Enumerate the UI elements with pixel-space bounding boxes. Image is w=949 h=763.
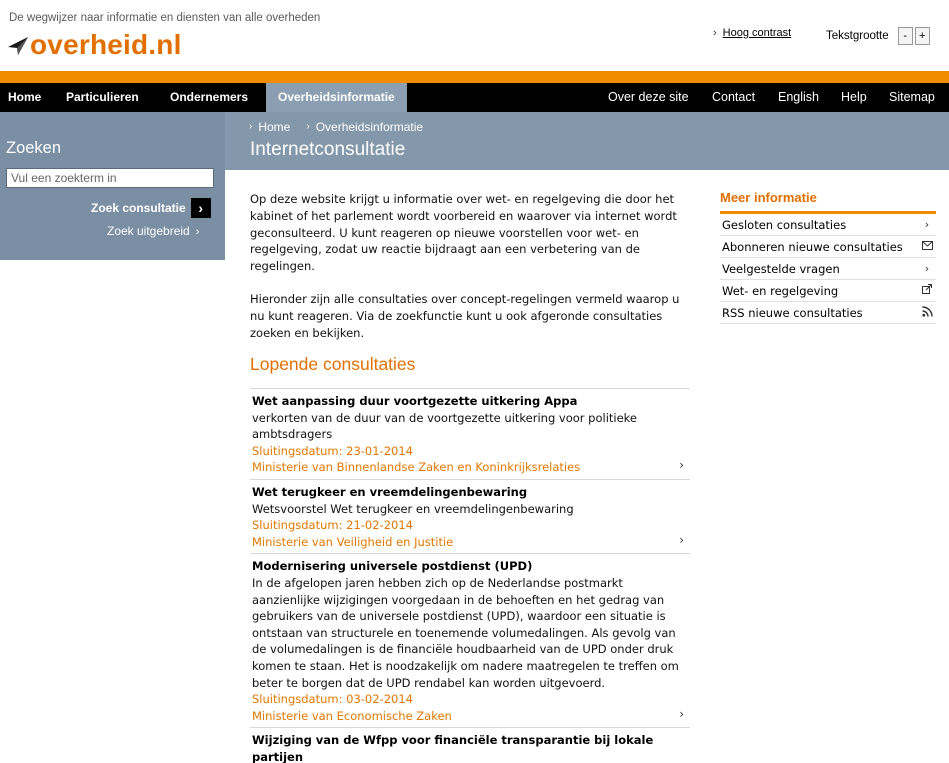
site-logo[interactable] xyxy=(6,28,182,62)
nav-overheidsinformatie[interactable]: Overheidsinformatie xyxy=(266,83,407,112)
advanced-search-link[interactable] xyxy=(107,224,199,238)
orange-divider xyxy=(0,71,949,83)
nav-home[interactable]: Home xyxy=(8,90,42,104)
nav-particulieren[interactable]: Particulieren xyxy=(66,90,139,104)
main-nav xyxy=(0,83,949,112)
consultation-ministry: Ministerie van Binnenlandse Zaken en Koninkrijksrelaties xyxy=(252,460,581,475)
search-panel xyxy=(0,112,225,260)
nav-ondernemers[interactable]: Ondernemers xyxy=(170,90,249,104)
consultation-date: Sluitingsdatum: 23-01-2014 xyxy=(252,443,413,458)
intro-paragraph: Hieronder zijn alle consultaties over concept-regelingen vermeld waarop u nu kunt reageren. Via de zoekfunctie kunt u ook afgeronde consultaties zoeken en bekijken. xyxy=(250,291,680,340)
nav-sitemap[interactable]: Sitemap xyxy=(889,90,935,104)
consultation-description: verkorten van de duur van de voortgezette uitkering voor politieke ambtsdragers xyxy=(252,410,637,442)
consultation-ministry: Ministerie van Economische Zaken xyxy=(252,708,452,723)
high-contrast-link[interactable] xyxy=(713,27,791,39)
more-info-subscribe[interactable] xyxy=(720,236,936,258)
text-smaller-button[interactable]: - xyxy=(898,27,913,45)
more-info-closed-consultations[interactable] xyxy=(720,214,936,236)
chevron-right-icon: › xyxy=(249,121,253,132)
consultation-title[interactable]: Wijziging van de Wfpp voor financiële transparantie bij lokale partijen xyxy=(252,733,654,763)
search-input[interactable] xyxy=(6,168,214,188)
external-link-icon xyxy=(921,284,933,297)
more-info-list xyxy=(720,214,936,324)
consultation-date: Sluitingsdatum: 03-02-2014 xyxy=(252,692,413,707)
consultation-item[interactable] xyxy=(250,479,690,553)
text-larger-button[interactable]: + xyxy=(915,27,930,45)
consultation-item[interactable] xyxy=(250,553,690,727)
consultation-title[interactable]: Modernisering universele postdienst (UPD) xyxy=(252,559,533,574)
more-info-label: Gesloten consultaties xyxy=(722,217,847,232)
advanced-search-label: Zoek uitgebreid xyxy=(107,224,190,238)
high-contrast-label[interactable]: Hoog contrast xyxy=(722,27,792,39)
consultation-title[interactable]: Wet aanpassing duur voortgezette uitkering Appa xyxy=(252,394,578,408)
logo-arrow-icon xyxy=(6,33,30,57)
text-size-label: Tekstgrootte xyxy=(826,30,889,42)
search-title: Zoeken xyxy=(6,139,62,157)
nav-over-deze-site[interactable]: Over deze site xyxy=(608,90,689,104)
breadcrumb-overheidsinformatie[interactable]: Overheidsinformatie xyxy=(315,120,424,134)
more-info-label: RSS nieuwe consultaties xyxy=(722,305,863,320)
consultation-description: Wetsvoorstel Wet terugkeer en vreemdelingenbewaring xyxy=(252,501,574,516)
chevron-right-icon: › xyxy=(195,226,200,238)
consultation-list xyxy=(250,388,690,763)
more-info-label: Abonneren nieuwe consultaties xyxy=(722,239,903,254)
nav-contact[interactable]: Contact xyxy=(712,90,756,104)
more-info-legislation[interactable] xyxy=(720,280,936,302)
consultation-ministry: Ministerie van Veiligheid en Justitie xyxy=(252,534,454,549)
site-header xyxy=(0,0,949,71)
chevron-right-icon: › xyxy=(713,27,717,39)
intro-text xyxy=(250,191,695,357)
consultation-date: Sluitingsdatum: 21-02-2014 xyxy=(252,518,413,533)
more-info-title: Meer informatie xyxy=(720,190,817,205)
intro-paragraph: Op deze website krijgt u informatie over wet- en regelgeving die door het kabinet of het parlement wordt voorbereid en waarover via internet wordt geconsulteerd. U kunt reageren op nieuwe voorstellen voor wet- en regelgeving, zodat uw reactie bijdraagt aan een verbetering van de regelingen. xyxy=(250,192,677,274)
breadcrumb-home[interactable]: Home xyxy=(258,120,291,134)
chevron-right-icon: › xyxy=(924,218,930,231)
consultation-item[interactable] xyxy=(250,727,690,763)
chevron-right-icon[interactable]: › xyxy=(679,532,684,547)
consultation-title[interactable]: Wet terugkeer en vreemdelingenbewaring xyxy=(252,484,528,499)
chevron-right-icon[interactable]: › xyxy=(679,458,684,473)
consultation-item[interactable] xyxy=(250,388,690,479)
logo-text: overheid.nl xyxy=(30,29,182,60)
nav-help[interactable]: Help xyxy=(841,90,867,104)
consultation-description: In de afgelopen jaren hebben zich op de Nederlandse postmarkt aanzienlijke wijzigingen voorgedaan in de behoeften en het gedrag van gebruikers van de universele postdienst (UPD), waardoor een situatie is ontstaan van structurele en toenemende volumedalingen. Als gevolg van de volumedalingen is de financiële houdbaarheid van de UPD onder druk komen te staan. Het is noodzakelijk om nadere maatregelen te treffen om beter te borgen dat de UPD rendabel kan worden uitgevoerd. xyxy=(252,575,679,690)
more-info-label: Veelgestelde vragen xyxy=(722,261,840,276)
nav-english[interactable]: English xyxy=(778,90,819,104)
more-info-faq[interactable] xyxy=(720,258,936,280)
search-consultation-label: Zoek consultatie xyxy=(91,201,186,215)
search-consultation-button[interactable] xyxy=(91,198,211,218)
section-title: Lopende consultaties xyxy=(250,354,416,374)
chevron-right-icon: › xyxy=(306,121,310,132)
breadcrumb xyxy=(249,120,439,134)
more-info-rss[interactable] xyxy=(720,302,936,324)
site-tagline: De wegwijzer naar informatie en diensten van alle overheden xyxy=(9,12,321,24)
more-info-label: Wet- en regelgeving xyxy=(722,283,839,298)
envelope-icon xyxy=(921,240,933,253)
text-size-control xyxy=(826,27,930,45)
chevron-right-icon: › xyxy=(924,262,930,275)
rss-icon xyxy=(921,306,933,320)
page-title: Internetconsultatie xyxy=(250,139,406,160)
chevron-right-icon: › xyxy=(191,198,211,218)
chevron-right-icon[interactable]: › xyxy=(679,706,684,721)
